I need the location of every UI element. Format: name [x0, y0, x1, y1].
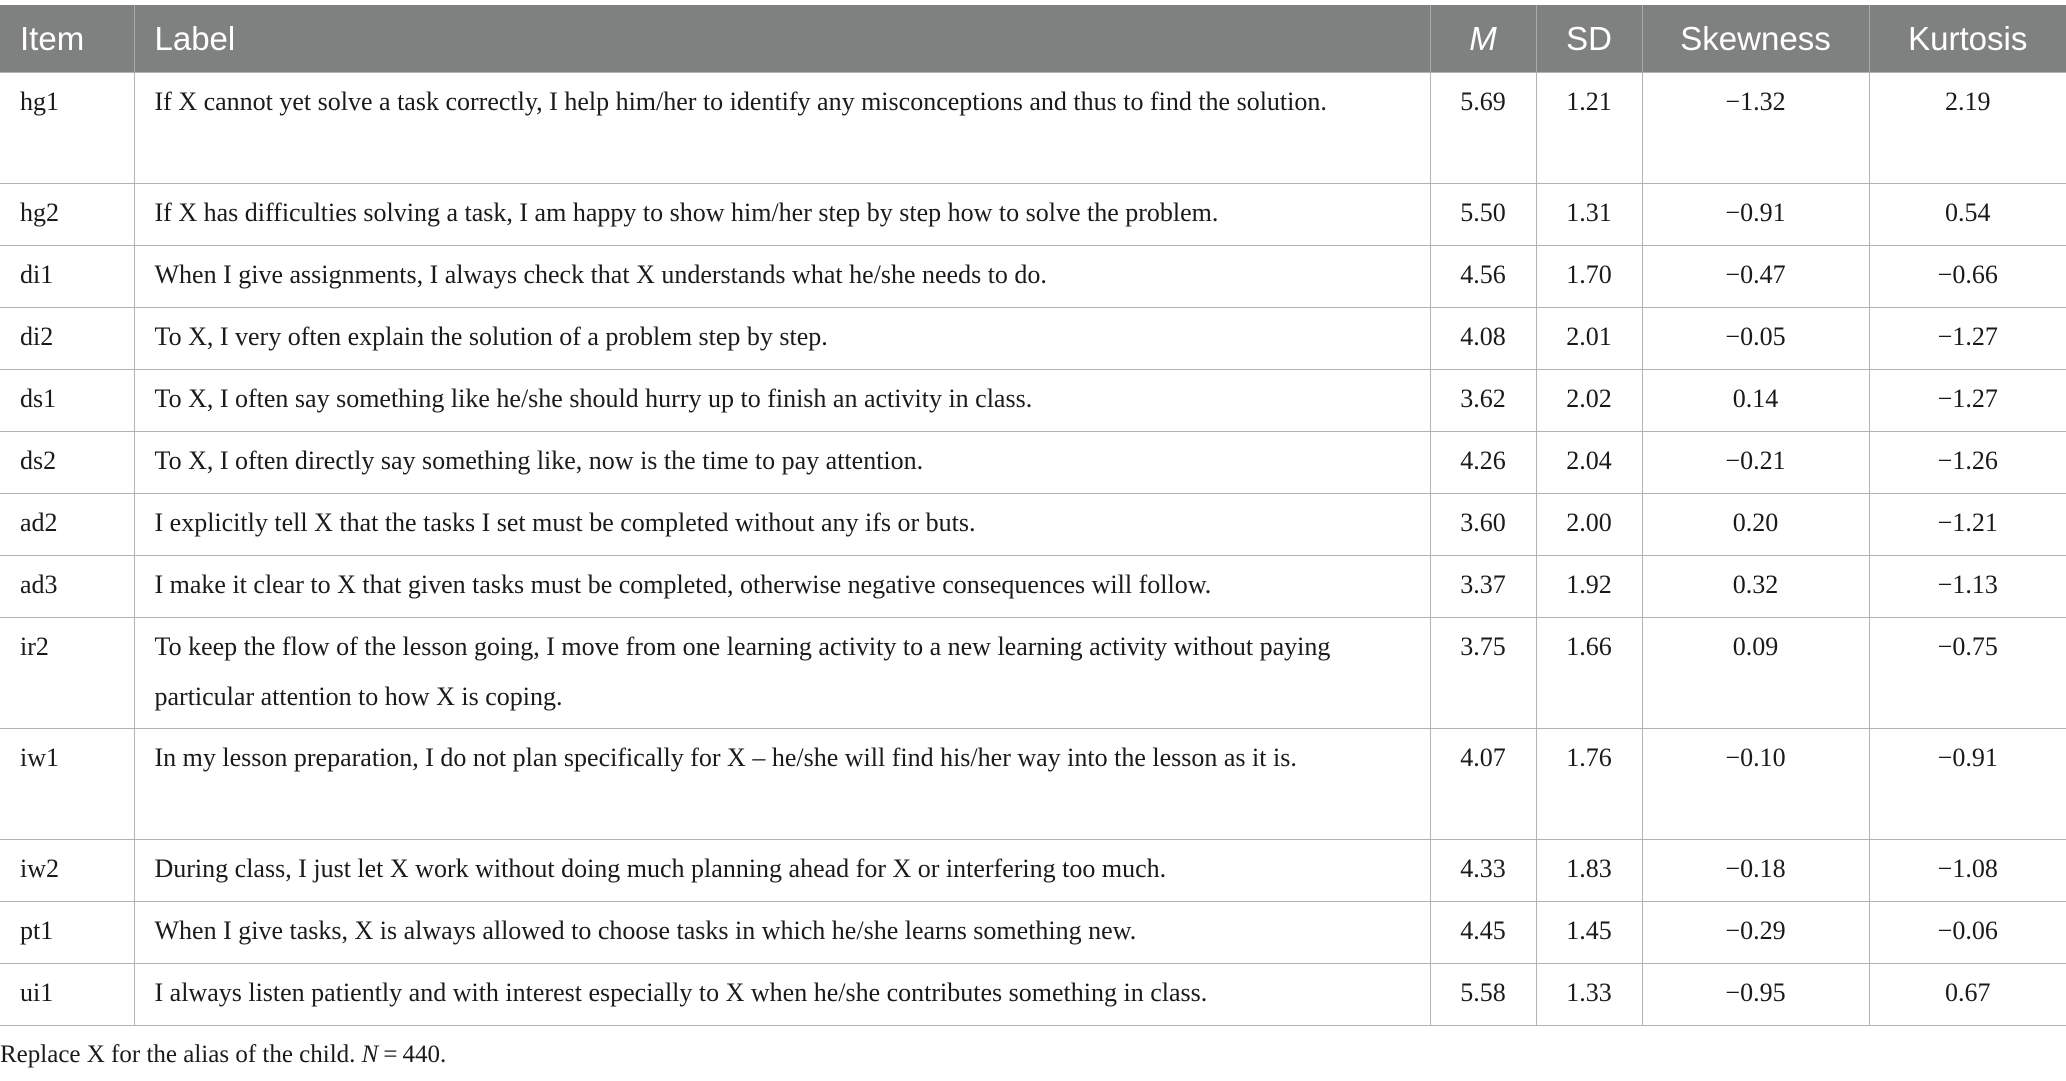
- header-skewness: Skewness: [1642, 5, 1869, 73]
- cell-label: To keep the flow of the lesson going, I move from one learning activity to a new learning activity without paying particular attention to how X is coping.: [134, 618, 1430, 729]
- data-table-container: [0, 5, 2066, 1026]
- cell-label: To X, I very often explain the solution of a problem step by step.: [134, 308, 1430, 370]
- cell-skewness: −0.10: [1642, 729, 1869, 840]
- cell-sd: 1.31: [1536, 184, 1642, 246]
- header-kurtosis: Kurtosis: [1869, 5, 2066, 73]
- header-item: Item: [0, 5, 134, 73]
- cell-label: In my lesson preparation, I do not plan specifically for X – he/she will find his/her way into the lesson as it is.: [134, 729, 1430, 840]
- cell-label: During class, I just let X work without doing much planning ahead for X or interfering too much.: [134, 840, 1430, 902]
- cell-mean: 4.45: [1430, 902, 1536, 964]
- table-header: [0, 5, 2066, 73]
- table-row: [0, 964, 2066, 1026]
- cell-mean: 4.33: [1430, 840, 1536, 902]
- cell-item: di2: [0, 308, 134, 370]
- table-body: [0, 73, 2066, 1026]
- table-row: [0, 184, 2066, 246]
- cell-mean: 4.56: [1430, 246, 1536, 308]
- cell-sd: 1.21: [1536, 73, 1642, 184]
- table-row: [0, 308, 2066, 370]
- table-footnote: [0, 1041, 446, 1069]
- cell-sd: 2.01: [1536, 308, 1642, 370]
- cell-kurtosis: −0.91: [1869, 729, 2066, 840]
- table-row: [0, 494, 2066, 556]
- header-row: [0, 5, 2066, 73]
- cell-item: ad2: [0, 494, 134, 556]
- cell-skewness: −0.95: [1642, 964, 1869, 1026]
- cell-kurtosis: −1.13: [1869, 556, 2066, 618]
- cell-skewness: 0.14: [1642, 370, 1869, 432]
- cell-skewness: −0.21: [1642, 432, 1869, 494]
- cell-kurtosis: −0.06: [1869, 902, 2066, 964]
- cell-sd: 2.02: [1536, 370, 1642, 432]
- cell-skewness: −0.47: [1642, 246, 1869, 308]
- cell-kurtosis: −1.08: [1869, 840, 2066, 902]
- cell-sd: 2.00: [1536, 494, 1642, 556]
- cell-sd: 1.66: [1536, 618, 1642, 729]
- cell-label: To X, I often say something like he/she should hurry up to finish an activity in class.: [134, 370, 1430, 432]
- cell-skewness: −0.18: [1642, 840, 1869, 902]
- table-row: [0, 432, 2066, 494]
- cell-item: ir2: [0, 618, 134, 729]
- cell-label: I explicitly tell X that the tasks I set must be completed without any ifs or buts.: [134, 494, 1430, 556]
- cell-sd: 1.70: [1536, 246, 1642, 308]
- table-row: [0, 729, 2066, 840]
- table-row: [0, 370, 2066, 432]
- cell-kurtosis: 0.54: [1869, 184, 2066, 246]
- cell-skewness: −0.05: [1642, 308, 1869, 370]
- table-row: [0, 902, 2066, 964]
- cell-label: If X cannot yet solve a task correctly, I help him/her to identify any misconceptions and thus to find the solution.: [134, 73, 1430, 184]
- cell-mean: 4.07: [1430, 729, 1536, 840]
- cell-mean: 3.60: [1430, 494, 1536, 556]
- cell-kurtosis: −1.26: [1869, 432, 2066, 494]
- cell-kurtosis: −0.75: [1869, 618, 2066, 729]
- table-row: [0, 556, 2066, 618]
- cell-label: To X, I often directly say something like, now is the time to pay attention.: [134, 432, 1430, 494]
- footnote-n-value: = 440.: [378, 1041, 447, 1068]
- cell-label: When I give tasks, X is always allowed to choose tasks in which he/she learns something new.: [134, 902, 1430, 964]
- cell-sd: 1.92: [1536, 556, 1642, 618]
- footnote-text: Replace X for the alias of the child.: [0, 1041, 356, 1068]
- cell-sd: 1.76: [1536, 729, 1642, 840]
- cell-item: pt1: [0, 902, 134, 964]
- item-statistics-table: [0, 5, 2066, 1026]
- cell-skewness: −1.32: [1642, 73, 1869, 184]
- cell-mean: 5.58: [1430, 964, 1536, 1026]
- cell-mean: 3.37: [1430, 556, 1536, 618]
- cell-sd: 1.33: [1536, 964, 1642, 1026]
- footnote-n-label: N: [361, 1041, 379, 1068]
- cell-skewness: 0.20: [1642, 494, 1869, 556]
- header-label: Label: [134, 5, 1430, 73]
- cell-label: When I give assignments, I always check that X understands what he/she needs to do.: [134, 246, 1430, 308]
- cell-item: iw2: [0, 840, 134, 902]
- cell-skewness: −0.91: [1642, 184, 1869, 246]
- header-sd: SD: [1536, 5, 1642, 73]
- cell-sd: 1.45: [1536, 902, 1642, 964]
- cell-item: iw1: [0, 729, 134, 840]
- cell-item: ds1: [0, 370, 134, 432]
- cell-mean: 4.08: [1430, 308, 1536, 370]
- cell-kurtosis: 0.67: [1869, 964, 2066, 1026]
- cell-mean: 3.75: [1430, 618, 1536, 729]
- table-row: [0, 840, 2066, 902]
- cell-item: hg1: [0, 73, 134, 184]
- cell-skewness: 0.09: [1642, 618, 1869, 729]
- cell-label: I make it clear to X that given tasks must be completed, otherwise negative consequences will follow.: [134, 556, 1430, 618]
- cell-kurtosis: 2.19: [1869, 73, 2066, 184]
- table-row: [0, 246, 2066, 308]
- cell-sd: 2.04: [1536, 432, 1642, 494]
- cell-kurtosis: −1.21: [1869, 494, 2066, 556]
- cell-item: ui1: [0, 964, 134, 1026]
- cell-label: I always listen patiently and with interest especially to X when he/she contributes something in class.: [134, 964, 1430, 1026]
- cell-item: hg2: [0, 184, 134, 246]
- cell-item: di1: [0, 246, 134, 308]
- header-mean: M: [1430, 5, 1536, 73]
- cell-mean: 5.50: [1430, 184, 1536, 246]
- cell-label: If X has difficulties solving a task, I am happy to show him/her step by step how to solve the problem.: [134, 184, 1430, 246]
- table-row: [0, 618, 2066, 729]
- cell-sd: 1.83: [1536, 840, 1642, 902]
- cell-item: ds2: [0, 432, 134, 494]
- cell-kurtosis: −1.27: [1869, 308, 2066, 370]
- cell-skewness: −0.29: [1642, 902, 1869, 964]
- cell-item: ad3: [0, 556, 134, 618]
- cell-mean: 3.62: [1430, 370, 1536, 432]
- cell-kurtosis: −1.27: [1869, 370, 2066, 432]
- cell-mean: 5.69: [1430, 73, 1536, 184]
- cell-mean: 4.26: [1430, 432, 1536, 494]
- cell-skewness: 0.32: [1642, 556, 1869, 618]
- table-row: [0, 73, 2066, 184]
- cell-kurtosis: −0.66: [1869, 246, 2066, 308]
